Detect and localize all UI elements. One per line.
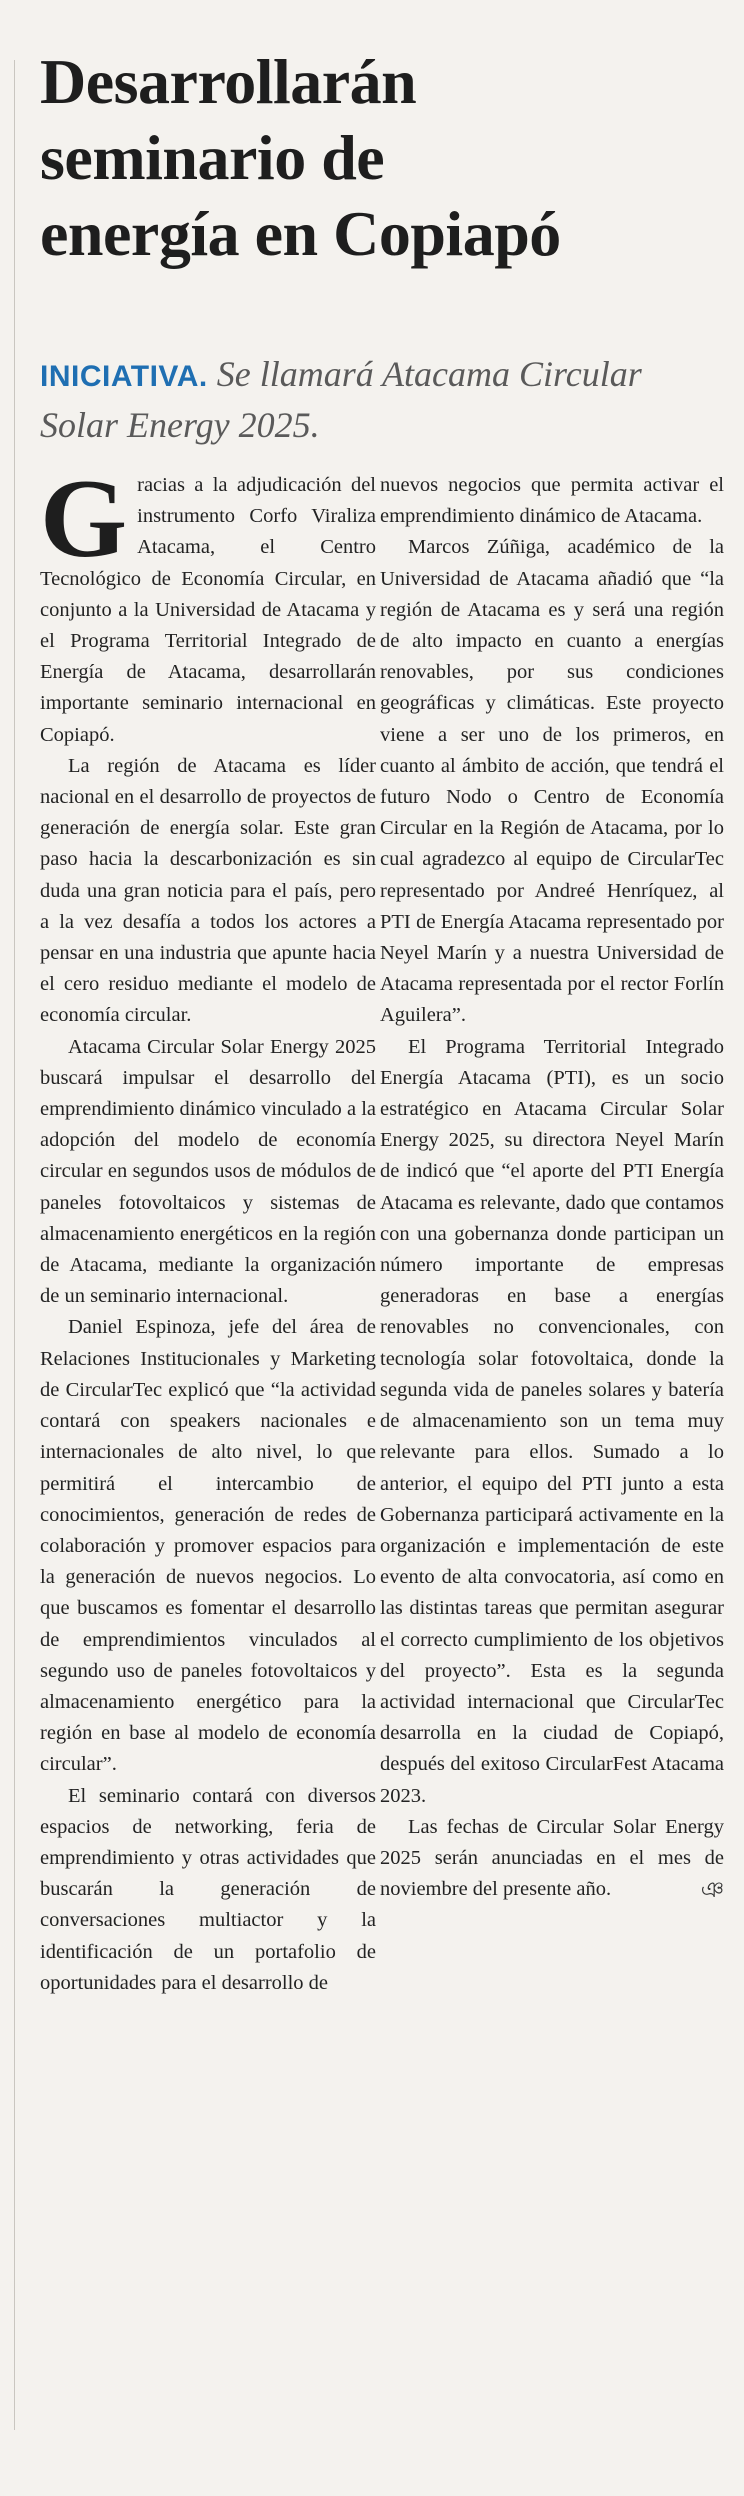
deck-kicker: INICIATIVA. — [40, 360, 208, 393]
headline — [40, 44, 730, 272]
paragraph: Marcos Zúñiga, académico de la Universidad de Atacama añadió que “la región de Atacama es y será una región de alto impacto en cuanto a energías renovables, por sus condiciones geográficas y climáticas. Este proyecto viene a ser uno de los primeros, en cuanto al ámbito de acción, que tendrá el futuro Nodo o Centro de Economía Circular en la Región de Atacama, por lo cual agradezco al equipo de CircularTec representado por Andreé Henríquez, al PTI de Energía Atacama representado por Neyel Marín y a nuestra Universidad de Atacama representada por el rector Forlín Aguilera”. — [380, 536, 724, 1027]
headline-line-3: energía en Copiapó — [40, 198, 561, 269]
paragraph: El seminario contará con diversos espacios de networking, feria de emprendimiento y otras actividades que buscarán la generación de conversaciones multiactor y la identificación de un portafolio de oportunidades para el desarrollo de — [40, 1784, 376, 1994]
deck — [40, 350, 720, 449]
deck-text: Se llamará Atacama Circular Solar Energy 2025. — [40, 354, 642, 445]
paragraph: Daniel Espinoza, jefe del área de Relaciones Institucionales y Marketing de CircularTec explicó que “la actividad contará con speakers nacionales e internacionales de alto nivel, lo que permitirá el intercambio de conocimientos, generación de redes de colaboración y promover espacios para la generación de nuevos negocios. Lo que buscamos es fomentar el desarrollo de emprendimientos vinculados al segundo uso de paneles fotovoltaicos y almacenamiento energético para la región en base al modelo de economía circular”. — [40, 1316, 376, 1776]
column-rule — [14, 60, 15, 2430]
paragraph: nuevos negocios que permita activar el emprendimiento dinámico de Atacama. — [380, 474, 724, 528]
article-column-right — [380, 470, 724, 1905]
paragraph — [380, 1812, 724, 1906]
headline-line-2: seminario de — [40, 122, 385, 193]
drop-cap: G — [40, 457, 128, 581]
paragraph-text: racias a la adjudicación del instrumento Corfo Viraliza Atacama, el Centro Tecnológico de Economía Circular, en conjunto a la Universidad de Atacama y el Programa Territorial Integrado de Energía de Atacama, desarrollarán importante seminario internacional en Copiapó. — [40, 474, 376, 746]
headline-line-1: Desarrollarán — [40, 46, 417, 117]
paragraph-text: Las fechas de Circular Solar Energy 2025 serán anunciadas en el mes de noviembre del presente año. — [380, 1815, 724, 1901]
paragraph: Atacama Circular Solar Energy 2025 buscará impulsar el desarrollo del emprendimiento dinámico vinculado a la adopción del modelo de economía circular en segundos usos de módulos de paneles fotovoltaicos y sistemas de almacenamiento energéticos en la región de Atacama, mediante la organización de un seminario internacional. — [40, 1035, 376, 1308]
paragraph: La región de Atacama es líder nacional en el desarrollo de proyectos de generación de energía solar. Este gran paso hacia la descarbonización es sin duda una gran noticia para el país, pero a la vez desafía a todos los actores a pensar en una industria que apunte hacia el cero residuo mediante el modelo de economía circular. — [40, 754, 376, 1027]
paragraph — [40, 457, 376, 751]
end-mark-icon: ঞ — [700, 1877, 724, 1903]
paragraph: El Programa Territorial Integrado Energía Atacama (PTI), es un socio estratégico en Atacama Circular Solar Energy 2025, su directora Neyel Marín de indicó que “el aporte del PTI Energía Atacama es relevante, dado que contamos con una gobernanza donde participan un número importante de empresas generadoras en base a energías renovables no convencionales, con tecnología solar fotovoltaica, donde la segunda vida de paneles solares y batería de almacenamiento son un tema muy relevante para ellos. Sumado a lo anterior, el equipo del PTI junto a esta Gobernanza participará activamente en la organización e implementación de este evento de alta convocatoria, así como en las distintas tareas que permitan asegurar el correcto cumplimiento de los objetivos del proyecto”. Esta es la segunda actividad internacional que CircularTec desarrolla en la ciudad de Copiapó, después del exitoso CircularFest Atacama 2023. — [380, 1035, 724, 1807]
article-column-left — [40, 457, 376, 1999]
